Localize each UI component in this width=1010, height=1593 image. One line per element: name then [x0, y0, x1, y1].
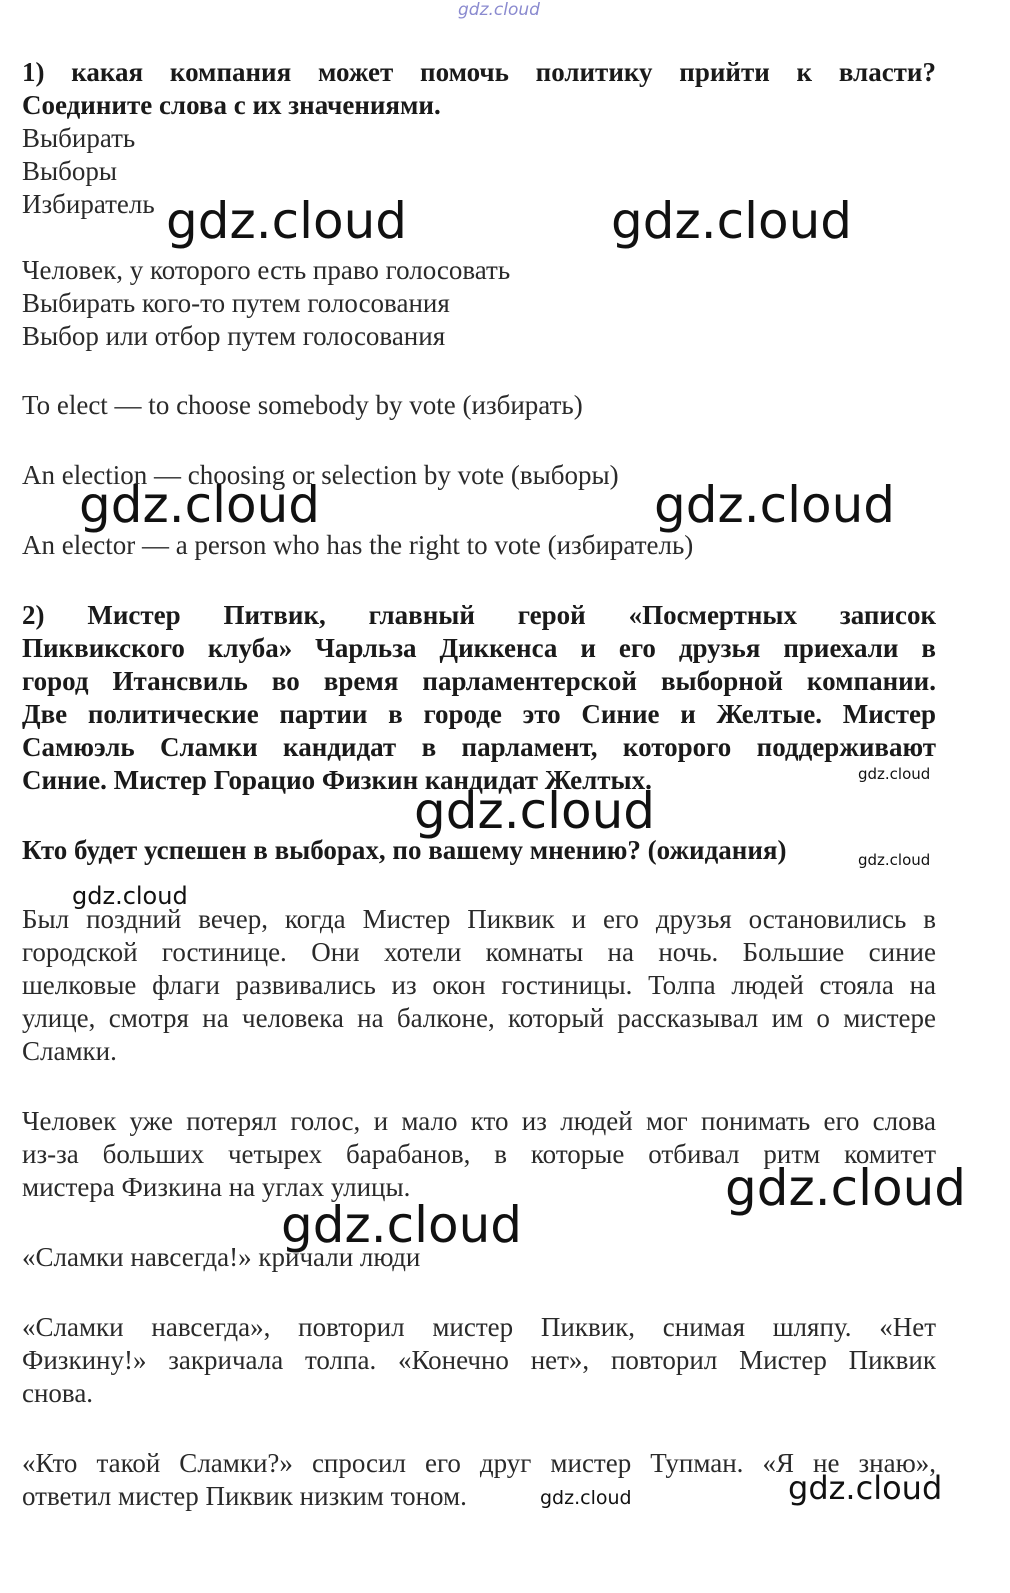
task1-heading-line-2: Соедините слова с их значениями.: [22, 90, 441, 120]
task2-intro-line: Самюэль Сламки кандидат в парламент, которого поддерживают: [22, 732, 936, 762]
paragraph-line: «Кто такой Сламки?» спросил его друг мистер Тупман. «Я не знаю»,: [22, 1448, 936, 1478]
paragraph-line: улице, смотря на человека на балконе, который рассказывал им о мистере: [22, 1003, 936, 1033]
watermark: gdz.cloud: [540, 1487, 632, 1509]
word-item: Выборы: [22, 156, 118, 186]
paragraph-line: ответил мистер Пиквик низким тоном.: [22, 1481, 467, 1511]
meaning-item: Человек, у которого есть право голосовать: [22, 255, 511, 285]
answer-line: To elect — to choose somebody by vote (избирать): [22, 390, 583, 420]
paragraph-line: городской гостинице. Они хотели комнаты на ночь. Большие синие: [22, 937, 936, 967]
watermark: gdz.cloud: [858, 765, 931, 783]
task2-intro-line: Пиквикского клуба» Чарльза Диккенса и его друзья приехали в: [22, 633, 936, 663]
task2-question: Кто будет успешен в выборах, по вашему мнению? (ожидания): [22, 835, 787, 865]
word-item: Выбирать: [22, 123, 136, 153]
paragraph-line: мистера Физкина на углах улицы.: [22, 1172, 411, 1202]
header-watermark: gdz.cloud: [458, 0, 540, 20]
watermark: gdz.cloud: [281, 1196, 523, 1254]
meaning-item: Выбирать кого-то путем голосования: [22, 288, 450, 318]
watermark: gdz.cloud: [414, 782, 656, 840]
meaning-item: Выбор или отбор путем голосования: [22, 321, 446, 351]
paragraph-line: из-за больших четырех барабанов, в которые отбивал ритм комитет: [22, 1139, 936, 1169]
paragraph-line: «Сламки навсегда», повторил мистер Пиквик, снимая шляпу. «Нет: [22, 1312, 936, 1342]
answer-line: An elector — a person who has the right to vote (избиратель): [22, 530, 694, 560]
paragraph-line: Человек уже потерял голос, и мало кто из людей мог понимать его слова: [22, 1106, 936, 1136]
watermark: gdz.cloud: [725, 1159, 967, 1217]
word-item: Избиратель: [22, 189, 155, 219]
watermark: gdz.cloud: [788, 1469, 943, 1507]
paragraph-line: Был поздний вечер, когда Мистер Пиквик и его друзья остановились в: [22, 904, 936, 934]
task2-intro-line: 2) Мистер Питвик, главный герой «Посмертных записок: [22, 600, 936, 630]
paragraph-line: Физкину!» закричала толпа. «Конечно нет», повторил Мистер Пиквик: [22, 1345, 936, 1375]
watermark: gdz.cloud: [166, 192, 408, 250]
task2-intro-line: Две политические партии в городе это Синие и Желтые. Мистер: [22, 699, 936, 729]
watermark: gdz.cloud: [72, 882, 188, 910]
task2-intro-line: город Итансвиль во время парламентерской выборной компании.: [22, 666, 936, 696]
task1-heading-line-1: 1) какая компания может помочь политику прийти к власти?: [22, 57, 936, 87]
task2-intro-line: Синие. Мистер Горацио Физкин кандидат Желтых.: [22, 765, 652, 795]
watermark: gdz.cloud: [611, 192, 853, 250]
answer-line: An election — choosing or selection by vote (выборы): [22, 460, 619, 490]
watermark: gdz.cloud: [79, 476, 321, 534]
paragraph-line: «Сламки навсегда!» кричали люди: [22, 1242, 421, 1272]
paragraph-line: снова.: [22, 1378, 94, 1408]
paragraph-line: Сламки.: [22, 1036, 117, 1066]
paragraph-line: шелковые флаги развивались из окон гостиницы. Толпа людей стояла на: [22, 970, 936, 1000]
watermark: gdz.cloud: [654, 476, 896, 534]
watermark: gdz.cloud: [858, 851, 931, 869]
